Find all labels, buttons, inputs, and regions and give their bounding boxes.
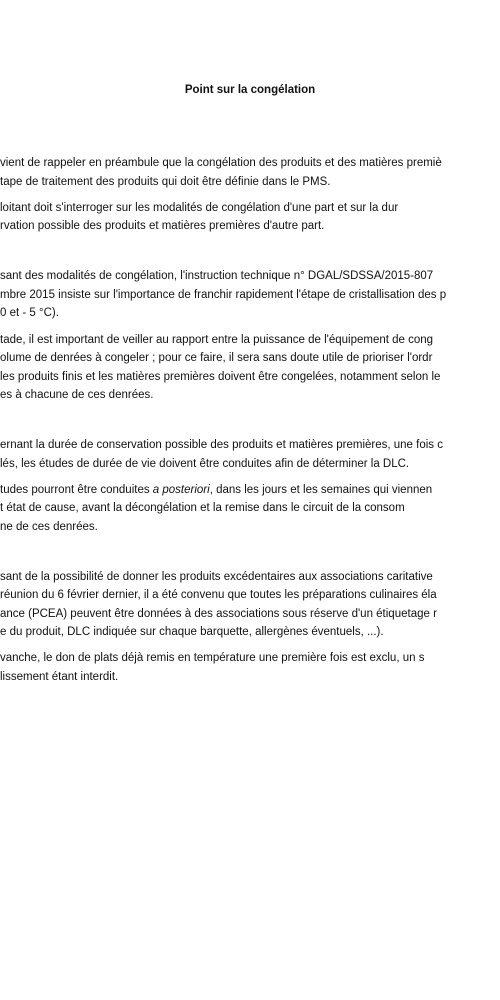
paragraph-7-line-4: e du produit, DLC indiquée sur chaque barquette, allergènes éventuels, ...). (0, 626, 384, 638)
paragraph-2-line-2: rvation possible des produits et matières premières d'autre part. (0, 220, 325, 232)
paragraph-6-text-b: , dans les jours et les semaines qui viennen (209, 484, 433, 496)
paragraph-1-line-1: vient de rappeler en préambule que la congélation des produits et des matières premiè (0, 157, 442, 169)
paragraph-4-line-3: les produits finis et les matières premières doivent être congelées, notamment selon le (0, 371, 441, 383)
paragraph-1-line-2: tape de traitement des produits qui doit être définie dans le PMS. (0, 176, 331, 188)
paragraph-5-line-1: ernant la durée de conservation possible des produits et matières premières, une fois c (0, 439, 443, 451)
paragraph-7-line-3: ance (PCEA) peuvent être données à des associations sous réserve d'un étiquetage r (0, 608, 437, 620)
paragraph-4-line-1: tade, il est important de veiller au rapport entre la puissance de l'équipement de cong (0, 334, 434, 346)
paragraph-7-line-1: sant de la possibilité de donner les produits excédentaires aux associations caritative (0, 571, 433, 583)
paragraph-3-line-3: 0 et - 5 °C). (0, 307, 59, 319)
paragraph-6-italic-term: a posteriori (152, 484, 210, 496)
paragraph-2-line-1: loitant doit s'interroger sur les modalités de congélation d'une part et sur la dur (0, 202, 399, 214)
paragraph-5-line-2: lés, les études de durée de vie doivent être conduites afin de déterminer la DLC. (0, 458, 410, 470)
paragraph-3-line-2: mbre 2015 insiste sur l'importance de franchir rapidement l'étape de cristallisation des p (0, 289, 447, 301)
paragraph-6-line-3: ne de ces denrées. (0, 521, 98, 533)
paragraph-6-line-2: t état de cause, avant la décongélation et la remise dans le circuit de la consom (0, 502, 405, 514)
paragraph-7-line-2: réunion du 6 février dernier, il a été convenu que toutes les préparations culinaires éla (0, 589, 437, 601)
paragraph-8-line-1: vanche, le don de plats déjà remis en température une première fois est exclu, un s (0, 652, 425, 664)
paragraph-3-line-1: sant des modalités de congélation, l'instruction technique n° DGAL/SDSSA/2015-807 (0, 270, 434, 282)
paragraph-8-line-2: lissement étant interdit. (0, 671, 119, 683)
paragraph-4-line-2: olume de denrées à congeler ; pour ce faire, il sera sans doute utile de prioriser l'ordr (0, 352, 433, 364)
paragraph-6-text-a: tudes pourront être conduites (0, 484, 153, 496)
paragraph-6-line-1 (0, 483, 432, 497)
document-title: Point sur la congélation (184, 84, 316, 96)
paragraph-4-line-4: es à chacune de ces denrées. (0, 389, 154, 401)
